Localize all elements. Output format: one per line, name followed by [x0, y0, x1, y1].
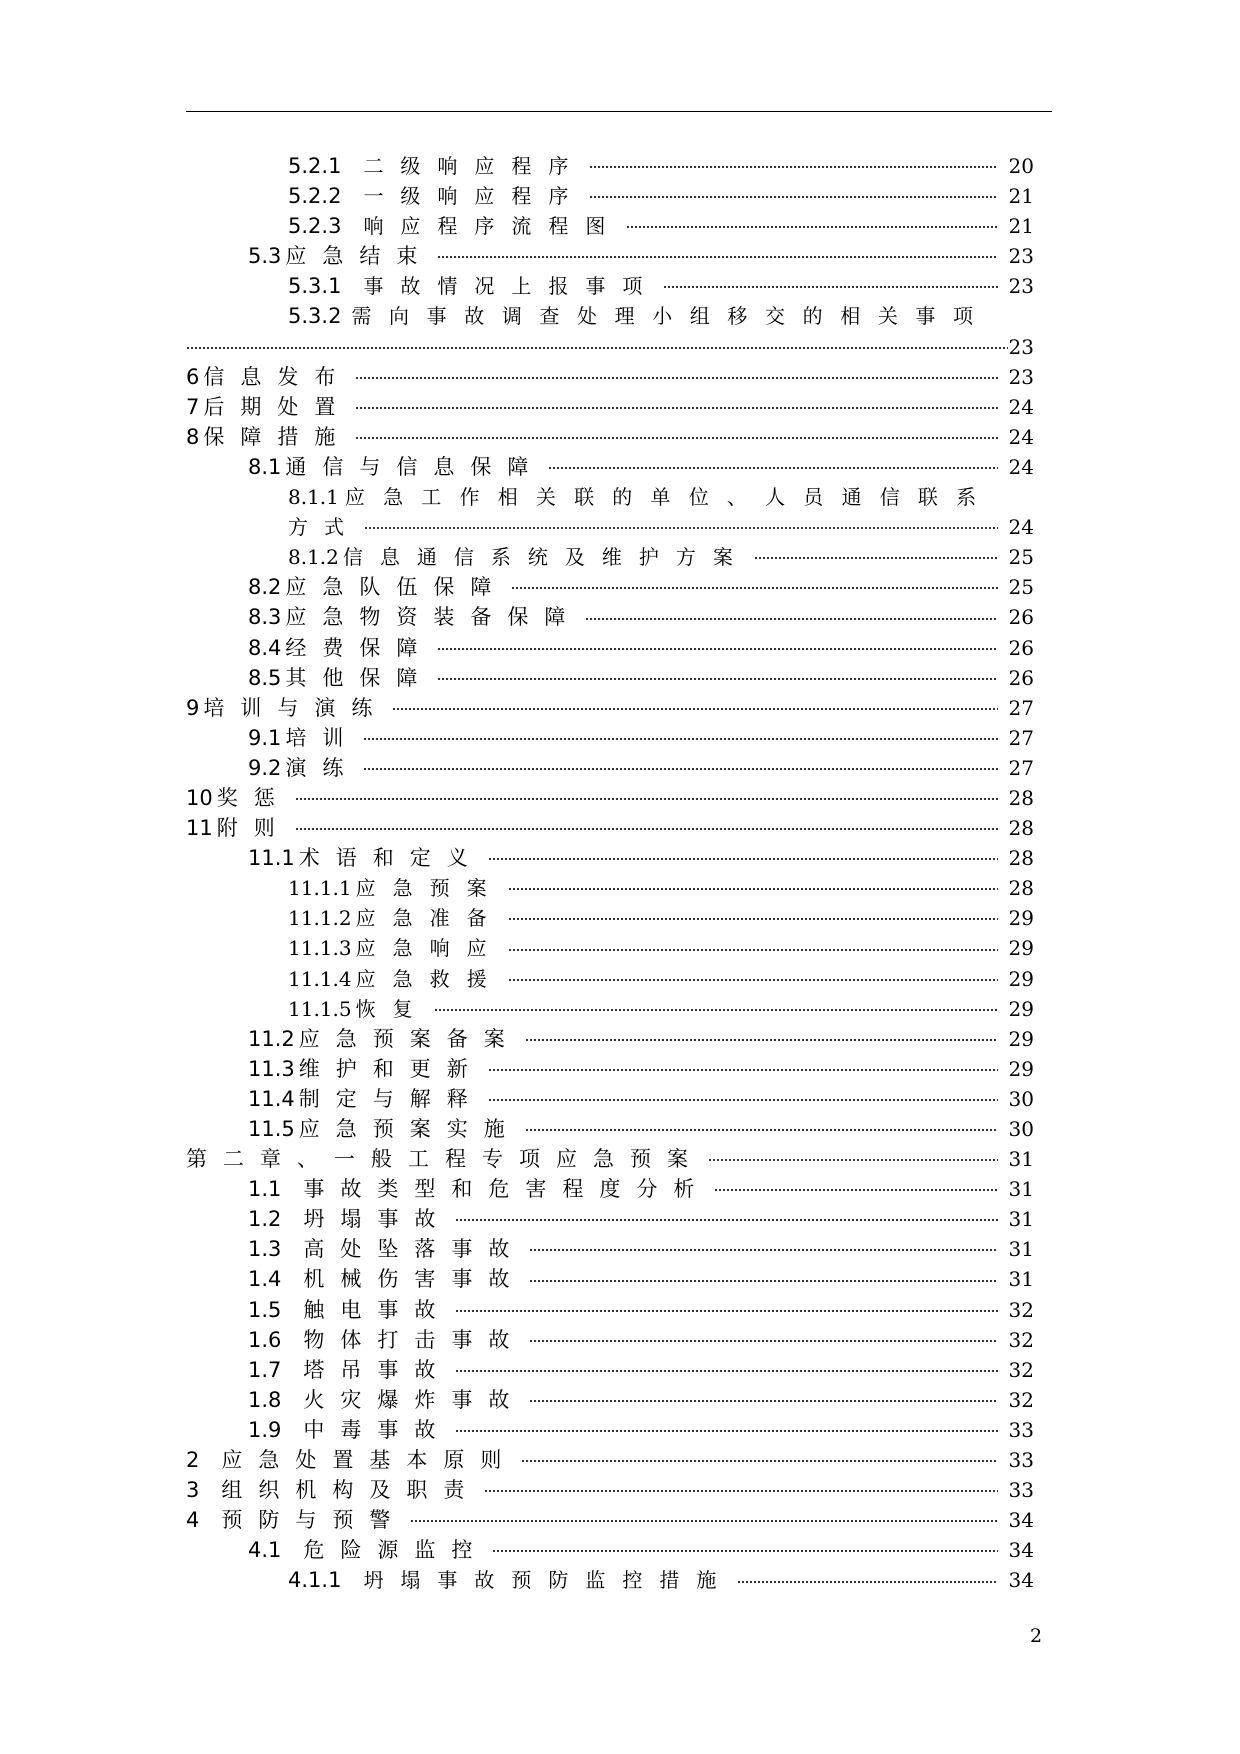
- toc-entry-title: 火灾爆炸事故: [303, 1387, 526, 1412]
- toc-entry[interactable]: [186, 994, 1034, 1024]
- toc-entry-page: 28: [1008, 846, 1034, 871]
- toc-entry-title: 一级响应程序: [363, 184, 586, 209]
- toc-entry-title: 应急预案: [355, 876, 504, 901]
- toc-entry-number: 1.2: [248, 1207, 282, 1232]
- toc-entry[interactable]: [186, 1114, 1034, 1144]
- toc-leader-dots: [437, 677, 998, 681]
- toc-entry[interactable]: [186, 482, 1034, 512]
- toc-entry-number: 8.1.2: [288, 545, 339, 570]
- toc-leader-dots: [508, 948, 998, 952]
- toc-entry[interactable]: [186, 1385, 1034, 1415]
- toc-leader-dots: [363, 737, 998, 741]
- toc-leader-dots: [355, 406, 998, 410]
- toc-entry-number: 11.1.5: [288, 996, 352, 1021]
- toc-entry[interactable]: [186, 151, 1034, 181]
- toc-entry[interactable]: [186, 422, 1034, 452]
- toc-entry-title: 坍塌事故预防监控措施: [363, 1568, 734, 1593]
- toc-entry-title: 保障措施: [203, 424, 352, 449]
- toc-entry-continuation: [186, 332, 1034, 362]
- toc-entry[interactable]: [186, 1505, 1034, 1535]
- toc-entry-page: 32: [1008, 1297, 1034, 1322]
- toc-entry-page: 34: [1008, 1538, 1034, 1563]
- toc-entry-title: 应急预案实施: [298, 1117, 521, 1141]
- toc-leader-dots: [484, 1489, 998, 1493]
- toc-entry-page: 34: [1008, 1568, 1034, 1593]
- toc-leader-dots: [488, 1068, 998, 1072]
- toc-entry-number: 11.1.1: [288, 876, 352, 901]
- toc-leader-dots: [589, 165, 998, 169]
- toc-leader-dots: [511, 586, 998, 590]
- toc-entry-title: 应急救援: [355, 966, 504, 991]
- toc-entry-title: 应急准备: [355, 906, 504, 931]
- toc-entry-number: 4: [186, 1508, 200, 1533]
- toc-entry-title: 经费保障: [285, 635, 434, 660]
- toc-entry[interactable]: [186, 663, 1034, 693]
- toc-entry-page: 31: [1008, 1147, 1034, 1172]
- toc-entry[interactable]: [186, 633, 1034, 663]
- toc-entry[interactable]: [186, 964, 1034, 994]
- toc-entry[interactable]: [186, 873, 1034, 903]
- toc-entry-title: 应急物资装备保障: [285, 605, 582, 630]
- toc-entry-number: 5.2.3: [288, 214, 342, 239]
- toc-entry[interactable]: [186, 1355, 1034, 1385]
- toc-leader-dots: [626, 225, 998, 229]
- toc-entry[interactable]: [186, 271, 1034, 301]
- toc-entry-page: 29: [1008, 936, 1034, 961]
- toc-entry-title: 应急预案备案: [298, 1026, 521, 1051]
- toc-entry-page: 28: [1008, 785, 1034, 810]
- toc-entry[interactable]: [186, 1054, 1034, 1084]
- toc-entry-title: 物体打击事故: [303, 1327, 526, 1352]
- toc-entry-page: 23: [1008, 244, 1034, 269]
- toc-entry-number: 8: [186, 424, 200, 449]
- toc-entry-number: 8.4: [248, 635, 282, 660]
- toc-entry-title: 塔吊事故: [303, 1357, 452, 1382]
- toc-entry-title: 后期处置: [203, 394, 352, 419]
- toc-leader-dots: [508, 978, 998, 982]
- toc-leader-dots: [434, 1008, 998, 1012]
- toc-entry[interactable]: [186, 241, 1034, 271]
- toc-leader-dots: [548, 466, 998, 470]
- toc-entry-number: 8.1.1: [288, 485, 339, 510]
- toc-leader-dots: [525, 1038, 998, 1042]
- toc-entry-number: 8.3: [248, 605, 282, 630]
- toc-leader-dots: [737, 1580, 998, 1584]
- toc-entry-number: 6: [186, 364, 200, 389]
- toc-leader-dots: [488, 857, 998, 861]
- toc-leader-dots: [392, 707, 998, 711]
- toc-entry-number: 4.1.1: [288, 1568, 342, 1593]
- toc-leader-dots: [363, 767, 998, 771]
- page-number: 2: [1030, 1625, 1043, 1647]
- toc-entry-number: 3: [186, 1478, 200, 1503]
- toc-entry-title: 术语和定义: [298, 846, 484, 871]
- toc-leader-dots: [488, 1098, 998, 1102]
- toc-entry[interactable]: [186, 1415, 1034, 1445]
- toc-entry-number: 4.1: [248, 1538, 282, 1563]
- toc-leader-dots: [364, 526, 998, 530]
- toc-entry-title: 其他保障: [285, 665, 434, 690]
- toc-entry-number: 9.1: [248, 725, 282, 750]
- toc-entry-number: 5.3: [248, 244, 282, 269]
- toc-leader-dots: [355, 436, 998, 440]
- toc-entry-page: 28: [1008, 816, 1034, 841]
- toc-entry-title: 应急响应: [355, 936, 504, 961]
- toc-leader-dots: [455, 1429, 998, 1433]
- toc-entry[interactable]: [186, 753, 1034, 783]
- table-of-contents: [186, 151, 1034, 1596]
- toc-entry-page: 23: [1008, 334, 1034, 359]
- toc-entry-page: 26: [1008, 605, 1034, 630]
- toc-entry-page: 26: [1008, 635, 1034, 660]
- toc-entry-title: 培训: [285, 725, 360, 750]
- toc-entry-title: 奖惩: [216, 785, 291, 810]
- toc-entry-title: 坍塌事故: [303, 1207, 452, 1232]
- toc-entry-page: 31: [1008, 1267, 1034, 1292]
- toc-entry-title: 中毒事故: [303, 1417, 452, 1442]
- toc-entry-number: 1.9: [248, 1417, 282, 1442]
- toc-entry[interactable]: [186, 1234, 1034, 1264]
- toc-entry-number: 11.1.3: [288, 936, 352, 961]
- toc-entry-number: 5.2.1: [288, 154, 342, 178]
- toc-entry-title: 应急处置基本原则: [221, 1448, 518, 1473]
- toc-leader-dots: [455, 1218, 998, 1222]
- toc-entry-number: 1.8: [248, 1387, 282, 1412]
- toc-entry-page: 31: [1008, 1237, 1034, 1262]
- toc-entry[interactable]: [186, 843, 1034, 873]
- toc-entry-number: 1.6: [248, 1327, 282, 1352]
- toc-entry-title: 应急工作相关联的单位、人员通信联系: [344, 485, 995, 510]
- toc-entry-page: 24: [1008, 454, 1034, 479]
- toc-leader-dots: [663, 285, 998, 289]
- toc-leader-dots: [437, 255, 998, 259]
- toc-entry-page: 21: [1008, 214, 1034, 239]
- toc-entry-page: 32: [1008, 1387, 1034, 1412]
- toc-entry[interactable]: [186, 723, 1034, 753]
- toc-entry-number: 10: [186, 785, 213, 810]
- toc-entry-page: 21: [1008, 184, 1034, 209]
- toc-entry[interactable]: [186, 301, 1034, 331]
- toc-entry-page: 29: [1008, 1056, 1034, 1081]
- toc-entry-number: 2: [186, 1448, 200, 1473]
- toc-entry-page: 29: [1008, 966, 1034, 991]
- toc-entry[interactable]: [186, 1204, 1034, 1234]
- toc-leader-dots: [529, 1339, 998, 1343]
- toc-entry-number: 9.2: [248, 755, 282, 780]
- toc-entry-page: 29: [1008, 996, 1034, 1021]
- toc-leader-dots: [455, 1369, 998, 1373]
- toc-entry-number: 1.3: [248, 1237, 282, 1262]
- toc-entry-title: 信息通信系统及维护方案: [342, 545, 750, 570]
- toc-entry-number: 11.1: [248, 846, 295, 871]
- toc-entry-page: 31: [1008, 1177, 1034, 1202]
- toc-entry-number: 7: [186, 394, 200, 419]
- toc-entry[interactable]: [186, 181, 1034, 211]
- toc-leader-dots: [529, 1248, 998, 1252]
- toc-entry-page: 27: [1008, 725, 1034, 750]
- toc-entry-number: 9: [186, 695, 200, 720]
- toc-entry-page: 20: [1008, 154, 1034, 178]
- toc-entry-title: 需向事故调查处理小组移交的相关事项: [351, 304, 991, 329]
- toc-leader-dots: [521, 1459, 998, 1463]
- toc-entry-title: 演练: [285, 755, 360, 780]
- toc-entry-page: 23: [1008, 364, 1034, 389]
- toc-entry-number: 5.3.1: [288, 274, 342, 299]
- toc-entry-page: 33: [1008, 1448, 1034, 1473]
- toc-entry[interactable]: [186, 783, 1034, 813]
- toc-entry-number: 11.1.4: [288, 966, 352, 991]
- toc-leader-dots: [295, 797, 998, 801]
- toc-entry-page: 24: [1008, 424, 1034, 449]
- toc-entry-number: 1.4: [248, 1267, 282, 1292]
- toc-leader-dots: [508, 887, 998, 891]
- toc-entry-page: 25: [1008, 575, 1034, 600]
- toc-entry-title: 响应程序流程图: [363, 214, 623, 239]
- toc-entry-page: 24: [1008, 394, 1034, 419]
- toc-entry[interactable]: [186, 1144, 1034, 1174]
- toc-entry-page: 26: [1008, 665, 1034, 690]
- toc-entry[interactable]: [186, 903, 1034, 933]
- toc-entry[interactable]: [186, 572, 1034, 602]
- toc-entry-title: 事故情况上报事项: [363, 274, 660, 299]
- toc-entry-title: 危险源监控: [303, 1538, 489, 1563]
- toc-entry-number: 5.2.2: [288, 184, 342, 209]
- toc-entry-title: 触电事故: [303, 1297, 452, 1322]
- toc-entry-title: 二级响应程序: [363, 154, 586, 178]
- toc-entry-page: 32: [1008, 1357, 1034, 1382]
- toc-leader-dots: [589, 195, 998, 199]
- toc-entry-continuation: [186, 512, 1034, 542]
- toc-entry-page: 29: [1008, 1026, 1034, 1051]
- toc-entry[interactable]: [186, 1295, 1034, 1325]
- toc-entry[interactable]: [186, 1084, 1034, 1114]
- toc-entry[interactable]: [186, 1325, 1034, 1355]
- toc-entry-title-cont: 方式: [288, 515, 360, 540]
- toc-entry-number: 1.1: [248, 1177, 282, 1202]
- toc-entry-number: 11.2: [248, 1026, 295, 1051]
- toc-leader-dots: [410, 1519, 998, 1523]
- toc-entry-title: 机械伤害事故: [303, 1267, 526, 1292]
- toc-entry[interactable]: [186, 1475, 1034, 1505]
- toc-entry-page: 33: [1008, 1417, 1034, 1442]
- toc-leader-dots: [186, 346, 1008, 350]
- toc-leader-dots: [754, 556, 998, 560]
- toc-leader-dots: [355, 376, 998, 380]
- toc-entry-title: 应急队伍保障: [285, 575, 508, 600]
- toc-entry-page: 32: [1008, 1327, 1034, 1352]
- toc-entry-title: 事故类型和危害程度分析: [303, 1177, 711, 1202]
- toc-entry-page: 34: [1008, 1508, 1034, 1533]
- toc-entry[interactable]: [186, 452, 1034, 482]
- toc-leader-dots: [708, 1158, 998, 1162]
- toc-entry-page: 27: [1008, 755, 1034, 780]
- toc-entry[interactable]: [186, 362, 1034, 392]
- toc-leader-dots: [529, 1279, 998, 1283]
- toc-entry-number: 11.1.2: [288, 906, 352, 931]
- toc-entry-title: 通信与信息保障: [285, 454, 545, 479]
- toc-entry-number: 11.3: [248, 1056, 295, 1081]
- toc-entry-title: 恢复: [355, 996, 430, 1021]
- toc-leader-dots: [492, 1549, 998, 1553]
- toc-entry-number: 8.2: [248, 575, 282, 600]
- toc-entry[interactable]: [186, 392, 1034, 422]
- toc-entry-page: 30: [1008, 1117, 1034, 1141]
- toc-entry-title: 组织机构及职责: [221, 1478, 481, 1503]
- toc-leader-dots: [295, 827, 998, 831]
- toc-entry-page: 25: [1008, 545, 1034, 570]
- toc-entry[interactable]: [186, 1445, 1034, 1475]
- toc-entry-title: 应急结束: [285, 244, 434, 269]
- toc-entry-title: 预防与预警: [221, 1508, 407, 1533]
- toc-leader-dots: [714, 1188, 998, 1192]
- toc-entry-page: 31: [1008, 1207, 1034, 1232]
- toc-leader-dots: [455, 1309, 998, 1313]
- toc-entry-title: 维护和更新: [298, 1056, 484, 1081]
- toc-entry[interactable]: [186, 693, 1034, 723]
- toc-entry-number: 8.5: [248, 665, 282, 690]
- toc-leader-dots: [508, 917, 998, 921]
- toc-leader-dots: [525, 1128, 998, 1132]
- toc-entry[interactable]: [186, 211, 1034, 241]
- header-rule: [186, 111, 1052, 112]
- toc-leader-dots: [529, 1399, 998, 1403]
- toc-entry[interactable]: [186, 813, 1034, 843]
- toc-entry-page: 30: [1008, 1086, 1034, 1111]
- toc-entry[interactable]: [186, 542, 1034, 572]
- toc-entry-number: 1.7: [248, 1357, 282, 1382]
- toc-entry-number: 8.1: [248, 454, 282, 479]
- toc-entry-title: 附则: [216, 816, 291, 841]
- toc-entry[interactable]: [186, 933, 1034, 963]
- toc-entry-number: 5.3.2: [288, 304, 342, 329]
- toc-entry-title: 培训与演练: [203, 695, 389, 720]
- toc-entry-title: 第二章、一般工程专项应急预案: [186, 1147, 704, 1172]
- toc-entry-number: 11: [186, 816, 213, 841]
- toc-entry[interactable]: [186, 1565, 1034, 1595]
- toc-entry-page: 24: [1008, 515, 1034, 540]
- toc-entry[interactable]: [186, 1174, 1034, 1204]
- toc-entry-page: 27: [1008, 695, 1034, 720]
- toc-entry[interactable]: [186, 1264, 1034, 1294]
- toc-leader-dots: [437, 647, 998, 651]
- toc-entry-number: 11.5: [248, 1117, 295, 1141]
- toc-entry-title: 制定与解释: [298, 1086, 484, 1111]
- toc-entry-page: 29: [1008, 906, 1034, 931]
- toc-leader-dots: [585, 617, 998, 621]
- toc-entry-title: 信息发布: [203, 364, 352, 389]
- toc-entry-title: 高处坠落事故: [303, 1237, 526, 1262]
- toc-entry[interactable]: [186, 602, 1034, 632]
- toc-entry[interactable]: [186, 1535, 1034, 1565]
- toc-entry-page: 23: [1008, 274, 1034, 299]
- toc-entry-number: 1.5: [248, 1297, 282, 1322]
- toc-entry-page: 33: [1008, 1478, 1034, 1503]
- toc-entry[interactable]: [186, 1024, 1034, 1054]
- toc-entry-page: 28: [1008, 876, 1034, 901]
- toc-entry-number: 11.4: [248, 1086, 295, 1111]
